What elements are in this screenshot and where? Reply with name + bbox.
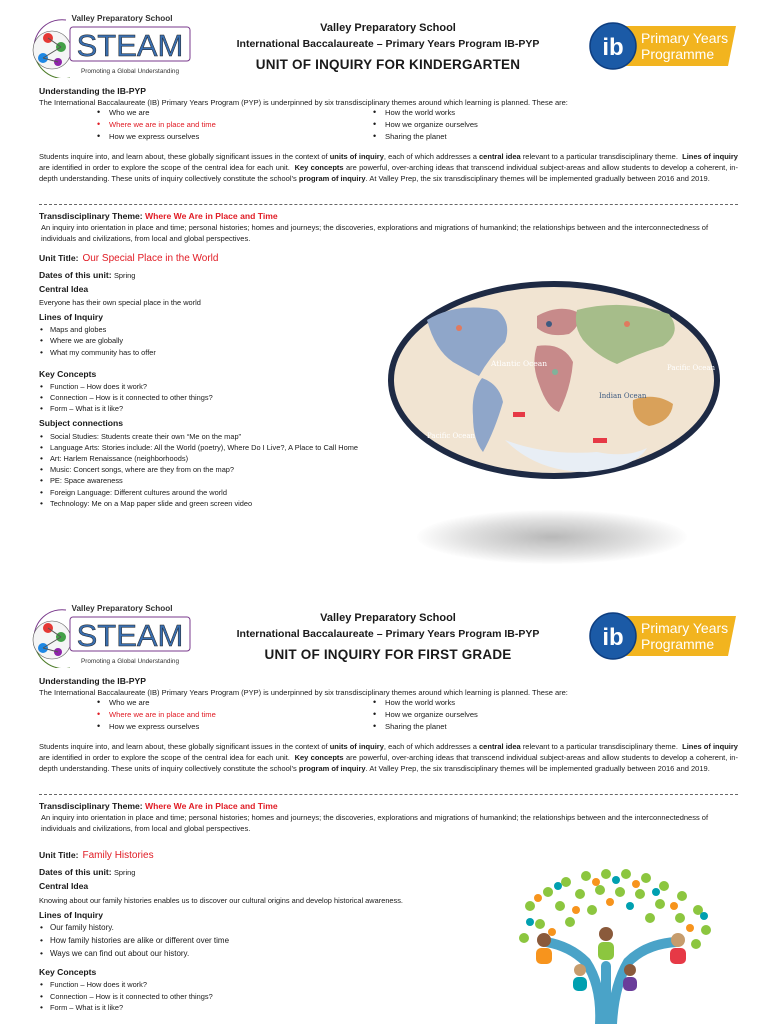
steam-logo xyxy=(26,602,194,668)
list-item: • Form – What is it like? xyxy=(50,404,738,415)
svg-text:STEAM: STEAM xyxy=(76,28,184,63)
theme-item: • How the world works xyxy=(385,108,478,120)
list-item: • Ways we can find out about our history. xyxy=(50,949,738,962)
list-item: • Connection – How is it connected to other things? xyxy=(50,992,738,1003)
unit-heading: UNIT OF INQUIRY FOR KINDERGARTEN xyxy=(255,57,521,72)
theme-item: • Who we are xyxy=(109,698,216,710)
svg-text:ib: ib xyxy=(602,34,624,61)
list-item: • Function – How does it work? xyxy=(50,382,738,393)
list-item: • Form – What is it like? xyxy=(50,1003,738,1014)
list-item: • Our family history. xyxy=(50,923,738,936)
understanding-block xyxy=(39,676,738,731)
central-idea-label: Central Idea xyxy=(39,881,89,892)
svg-text:STEAM: STEAM xyxy=(76,618,184,653)
unit-title-label: Unit Title: xyxy=(39,253,79,263)
lines-of-inquiry-label: Lines of Inquiry xyxy=(39,909,103,920)
school-name: Valley Preparatory School xyxy=(320,612,456,624)
svg-text:Atlantic Ocean: Atlantic Ocean xyxy=(491,359,548,368)
family-tree-illustration xyxy=(500,866,730,1024)
list-item: • Music: Concert songs, where are they from on the map? xyxy=(50,465,738,476)
list-item: • Language Arts: Stories include: All the World (poetry), Where Do I Live?, A Place to Call Home xyxy=(50,443,738,454)
svg-text:Programme: Programme xyxy=(641,636,715,652)
list-item: • Technology: Me on a Map paper slide and green screen video xyxy=(50,499,738,510)
svg-text:Valley Preparatory School: Valley Preparatory School xyxy=(71,14,173,23)
map-shadow xyxy=(417,510,687,564)
intro-text: The International Baccalaureate (IB) Primary Years Program (PYP) is underpinned by six transdisciplinary themes around which learning is planned. These are: xyxy=(39,688,568,697)
pyp-description-paragraph: Students inquire into, and learn about, these globally significant issues in the context of units of inquiry, each of which addresses a central idea relevant to a particular transdisciplinary theme. Lines of inquiry are identified in order to explore the scope of the central idea for each unit. Key concepts are powerful, over-arching ideas that transcend individual subject-areas and allow students to develop a coherent, in-depth understanding. These units of inquiry collectively constitute the school’s program of inquiry. At Valley Prep, the six transdisciplinary themes will be implemented gradually between 2016 and 2019. xyxy=(39,152,738,183)
understanding-heading: Understanding the IB-PYP xyxy=(39,86,146,96)
theme-item: • How we express ourselves xyxy=(109,722,216,734)
program-name: International Baccalaureate – Primary Years Program IB-PYP xyxy=(236,628,540,640)
theme-item: • Sharing the planet xyxy=(385,132,478,144)
svg-text:Valley Preparatory School: Valley Preparatory School xyxy=(71,604,173,613)
svg-text:Programme: Programme xyxy=(641,46,715,62)
theme-item: • How we organize ourselves xyxy=(385,120,478,132)
theme-label: Transdisciplinary Theme: xyxy=(39,211,143,221)
list-item: • Where we are globally xyxy=(50,336,738,347)
list-item: • Function – How does it work? xyxy=(50,980,738,991)
intro-text: The International Baccalaureate (IB) Primary Years Program (PYP) is underpinned by six transdisciplinary themes around which learning is planned. These are: xyxy=(39,98,568,107)
list-item: • Art: Harlem Renaissance (neighborhoods) xyxy=(50,454,738,465)
program-name: International Baccalaureate – Primary Years Program IB-PYP xyxy=(236,38,540,50)
dates-label: Dates of this unit: xyxy=(39,270,112,280)
unit-title-value: Family Histories xyxy=(82,850,154,861)
svg-text:Indian Ocean: Indian Ocean xyxy=(599,392,647,400)
dates-label: Dates of this unit: xyxy=(39,867,112,877)
understanding-heading: Understanding the IB-PYP xyxy=(39,676,146,686)
theme-item: • Sharing the planet xyxy=(385,722,478,734)
lines-of-inquiry-label: Lines of Inquiry xyxy=(39,311,103,322)
central-idea-text: Knowing about our family histories enables us to discover our cultural origins and develop historical awareness. xyxy=(39,896,403,906)
divider xyxy=(39,794,738,795)
theme-item: • Who we are xyxy=(109,108,216,120)
dates-value: Spring xyxy=(113,868,136,877)
list-item: • How family histories are alike or different over time xyxy=(50,936,738,949)
theme-block xyxy=(39,801,738,835)
theme-item-highlighted: • Where we are in place and time xyxy=(109,710,216,722)
list-item: • Social Studies: Students create their own “Me on the map” xyxy=(50,432,738,443)
understanding-block xyxy=(39,86,738,141)
svg-text:Pacific Ocean: Pacific Ocean xyxy=(427,432,476,440)
svg-text:Primary Years: Primary Years xyxy=(641,30,729,46)
list-item: • Maps and globes xyxy=(50,325,738,336)
svg-text:Pacific Ocean: Pacific Ocean xyxy=(667,364,716,372)
dates-value: Spring xyxy=(113,271,136,280)
key-concepts-label: Key Concepts xyxy=(39,967,97,978)
pyp-description-paragraph: Students inquire into, and learn about, these globally significant issues in the context of units of inquiry, each of which addresses a central idea relevant to a particular transdisciplinary theme. Lines of inquiry are identified in order to explore the scope of the central idea for each unit. Key concepts are powerful, over-arching ideas that transcend individual subject-areas and allow students to develop a coherent, in-depth understanding. These units of inquiry collectively constitute the school’s program of inquiry. At Valley Prep, the six transdisciplinary themes will be implemented gradually between 2016 and 2019. xyxy=(39,742,738,773)
theme-value: Where We Are in Place and Time xyxy=(145,801,278,811)
central-idea-label: Central Idea xyxy=(39,284,89,295)
central-idea-text: Everyone has their own special place in the world xyxy=(39,298,201,308)
unit-title-value: Our Special Place in the World xyxy=(82,253,219,264)
svg-text:Promoting a Global Understandi: Promoting a Global Understanding xyxy=(80,658,180,665)
theme-description: An inquiry into orientation in place and time; personal histories; homes and journeys; the discoveries, explorations and migrations of humankind; the relationships between and the interconnectedness of individuals and civilizations, from local and global perspectives. xyxy=(41,223,709,244)
ib-pyp-logo xyxy=(586,608,740,662)
theme-description: An inquiry into orientation in place and time; personal histories; homes and journeys; the discoveries, explorations and migrations of humankind; the relationships between and the interconnectedness of individuals and civilizations, from local and global perspectives. xyxy=(41,813,709,834)
theme-item: • How we express ourselves xyxy=(109,132,216,144)
unit-heading: UNIT OF INQUIRY FOR FIRST GRADE xyxy=(264,647,512,662)
list-item: • PE: Space awareness xyxy=(50,476,738,487)
theme-label: Transdisciplinary Theme: xyxy=(39,801,143,811)
world-map-illustration xyxy=(387,280,721,480)
steam-logo xyxy=(26,12,194,78)
theme-item: • How we organize ourselves xyxy=(385,710,478,722)
ib-pyp-logo xyxy=(586,18,740,72)
divider xyxy=(39,204,738,205)
theme-block xyxy=(39,211,738,245)
theme-value: Where We Are in Place and Time xyxy=(145,211,278,221)
theme-item: • How the world works xyxy=(385,698,478,710)
svg-text:Promoting a Global Understandi: Promoting a Global Understanding xyxy=(80,68,180,75)
school-name: Valley Preparatory School xyxy=(320,22,456,34)
unit-title-label: Unit Title: xyxy=(39,850,79,860)
svg-text:Primary Years: Primary Years xyxy=(641,620,729,636)
key-concepts-label: Key Concepts xyxy=(39,368,97,379)
subject-connections-label: Subject connections xyxy=(39,418,124,429)
list-item: • Foreign Language: Different cultures around the world xyxy=(50,488,738,499)
list-item: • What my community has to offer xyxy=(50,348,738,359)
list-item: • Connection – How is it connected to other things? xyxy=(50,393,738,404)
svg-text:ib: ib xyxy=(602,624,624,651)
theme-item-highlighted: • Where we are in place and time xyxy=(109,120,216,132)
